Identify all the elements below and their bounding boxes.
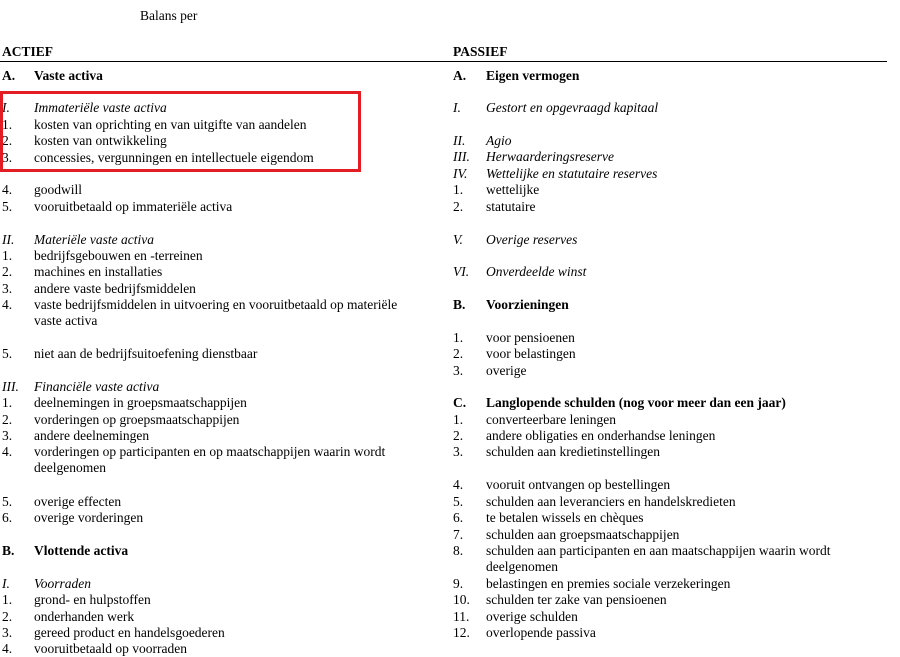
- page-title: Balans per: [140, 8, 198, 23]
- item-number: 4.: [2, 297, 13, 312]
- passief-header: PASSIEF: [453, 44, 508, 59]
- item-number: 5.: [453, 494, 464, 509]
- item-number: 2.: [2, 133, 13, 148]
- item-number: 2.: [2, 264, 13, 279]
- item-number: I.: [2, 100, 10, 115]
- item-text: vorderingen op groepsmaatschappijen: [34, 412, 240, 427]
- item-number: 3.: [453, 444, 464, 459]
- item-text: bedrijfsgebouwen en -terreinen: [34, 248, 203, 263]
- item-text: voor pensioenen: [486, 330, 575, 345]
- item-number: 2.: [2, 412, 13, 427]
- item-text: overlopende passiva: [486, 625, 596, 640]
- item-text: belastingen en premies sociale verzekeringen: [486, 576, 731, 591]
- item-text: Gestort en opgevraagd kapitaal: [486, 100, 659, 115]
- item-text: andere deelnemingen: [34, 428, 150, 443]
- item-text: vooruitbetaald op voorraden: [34, 641, 187, 656]
- item-text: gereed product en handelsgoederen: [34, 625, 225, 640]
- item-text: Eigen vermogen: [486, 68, 580, 83]
- item-text: Immateriële vaste activa: [34, 100, 167, 115]
- item-text: Herwaarderingsreserve: [486, 149, 614, 164]
- item-number: III.: [2, 379, 19, 394]
- item-number: 6.: [2, 510, 13, 525]
- item-number: 10.: [453, 592, 470, 607]
- item-text: te betalen wissels en chèques: [486, 510, 644, 525]
- item-number: III.: [453, 149, 470, 164]
- item-number: 2.: [453, 346, 464, 361]
- item-number: C.: [453, 395, 467, 410]
- item-text: schulden aan kredietinstellingen: [486, 444, 660, 459]
- highlight-box: [0, 91, 361, 172]
- item-number: 1.: [2, 592, 13, 607]
- item-text: statutaire: [486, 199, 536, 214]
- item-text: Langlopende schulden (nog voor meer dan een jaar): [486, 395, 786, 410]
- item-number: 1.: [453, 182, 464, 197]
- item-number: II.: [453, 133, 466, 148]
- item-number: 2.: [453, 428, 464, 443]
- header-rule: [0, 61, 887, 62]
- item-text: machines en installaties: [34, 264, 163, 279]
- item-text: grond- en hulpstoffen: [34, 592, 151, 607]
- item-text: kosten van oprichting en van uitgifte van aandelen: [34, 117, 307, 132]
- item-number: A.: [2, 68, 16, 83]
- item-text: vooruitbetaald op immateriële activa: [34, 199, 233, 214]
- item-text: schulden aan groepsmaatschappijen: [486, 527, 680, 542]
- item-text: Vaste activa: [34, 68, 103, 83]
- actief-header: ACTIEF: [2, 44, 54, 59]
- item-text-continued: deelgenomen: [34, 460, 106, 475]
- item-text: schulden aan leveranciers en handelskredieten: [486, 494, 736, 509]
- item-text: andere obligaties en onderhandse leningen: [486, 428, 716, 443]
- item-text: onderhanden werk: [34, 609, 135, 624]
- item-number: A.: [453, 68, 467, 83]
- item-text: Vlottende activa: [34, 543, 129, 558]
- item-number: 4.: [2, 641, 13, 656]
- item-number: II.: [2, 232, 15, 247]
- item-number: 2.: [2, 609, 13, 624]
- item-text: kosten van ontwikkeling: [34, 133, 167, 148]
- item-number: B.: [453, 297, 466, 312]
- item-number: 9.: [453, 576, 464, 591]
- item-number: 4.: [2, 444, 13, 459]
- item-text: Voorraden: [34, 576, 91, 591]
- item-text: Agio: [486, 133, 512, 148]
- item-number: I.: [453, 100, 461, 115]
- item-number: 3.: [2, 625, 13, 640]
- item-text: vorderingen op participanten en op maatschappijen waarin wordt: [34, 444, 386, 459]
- item-text: andere vaste bedrijfsmiddelen: [34, 281, 196, 296]
- item-number: 1.: [2, 117, 13, 132]
- item-number: 5.: [2, 199, 13, 214]
- item-number: 2.: [453, 199, 464, 214]
- item-number: 6.: [453, 510, 464, 525]
- item-text: deelnemingen in groepsmaatschappijen: [34, 395, 247, 410]
- item-text: voor belastingen: [486, 346, 576, 361]
- item-text: goodwill: [34, 182, 83, 197]
- item-text: vooruit ontvangen op bestellingen: [486, 477, 671, 492]
- item-text: concessies, vergunningen en intellectuele eigendom: [34, 150, 314, 165]
- item-text: overige schulden: [486, 609, 578, 624]
- item-number: 4.: [453, 477, 464, 492]
- item-number: 8.: [453, 543, 464, 558]
- item-text: overige: [486, 363, 527, 378]
- item-text: wettelijke: [486, 182, 540, 197]
- item-text: Onverdeelde winst: [486, 264, 587, 279]
- item-text: vaste bedrijfsmiddelen in uitvoering en vooruitbetaald op materiële: [34, 297, 398, 312]
- item-number: I.: [2, 576, 10, 591]
- item-number: 11.: [453, 609, 470, 624]
- item-text: overige vorderingen: [34, 510, 144, 525]
- item-number: IV.: [453, 166, 468, 181]
- item-text: niet aan de bedrijfsuitoefening dienstbaar: [34, 346, 258, 361]
- item-number: 1.: [453, 330, 464, 345]
- item-number: 5.: [2, 346, 13, 361]
- item-number: V.: [453, 232, 463, 247]
- item-number: B.: [2, 543, 15, 558]
- item-text: Voorzieningen: [486, 297, 569, 312]
- item-text: schulden aan participanten en aan maatschappijen waarin wordt: [486, 543, 831, 558]
- item-text-continued: vaste activa: [34, 313, 98, 328]
- item-number: 3.: [2, 428, 13, 443]
- item-number: 3.: [2, 150, 13, 165]
- item-text: Overige reserves: [486, 232, 578, 247]
- item-number: 1.: [2, 395, 13, 410]
- item-number: 1.: [453, 412, 464, 427]
- item-text: schulden ter zake van pensioenen: [486, 592, 667, 607]
- item-text-continued: deelgenomen: [486, 559, 558, 574]
- item-text: converteerbare leningen: [486, 412, 617, 427]
- item-number: 1.: [2, 248, 13, 263]
- item-number: 5.: [2, 494, 13, 509]
- item-number: 4.: [2, 182, 13, 197]
- item-number: 7.: [453, 527, 464, 542]
- item-number: 12.: [453, 625, 470, 640]
- item-text: overige effecten: [34, 494, 122, 509]
- item-number: 3.: [2, 281, 13, 296]
- item-text: Materiële vaste activa: [34, 232, 154, 247]
- item-text: Wettelijke en statutaire reserves: [486, 166, 658, 181]
- item-text: Financiële vaste activa: [34, 379, 160, 394]
- item-number: VI.: [453, 264, 470, 279]
- item-number: 3.: [453, 363, 464, 378]
